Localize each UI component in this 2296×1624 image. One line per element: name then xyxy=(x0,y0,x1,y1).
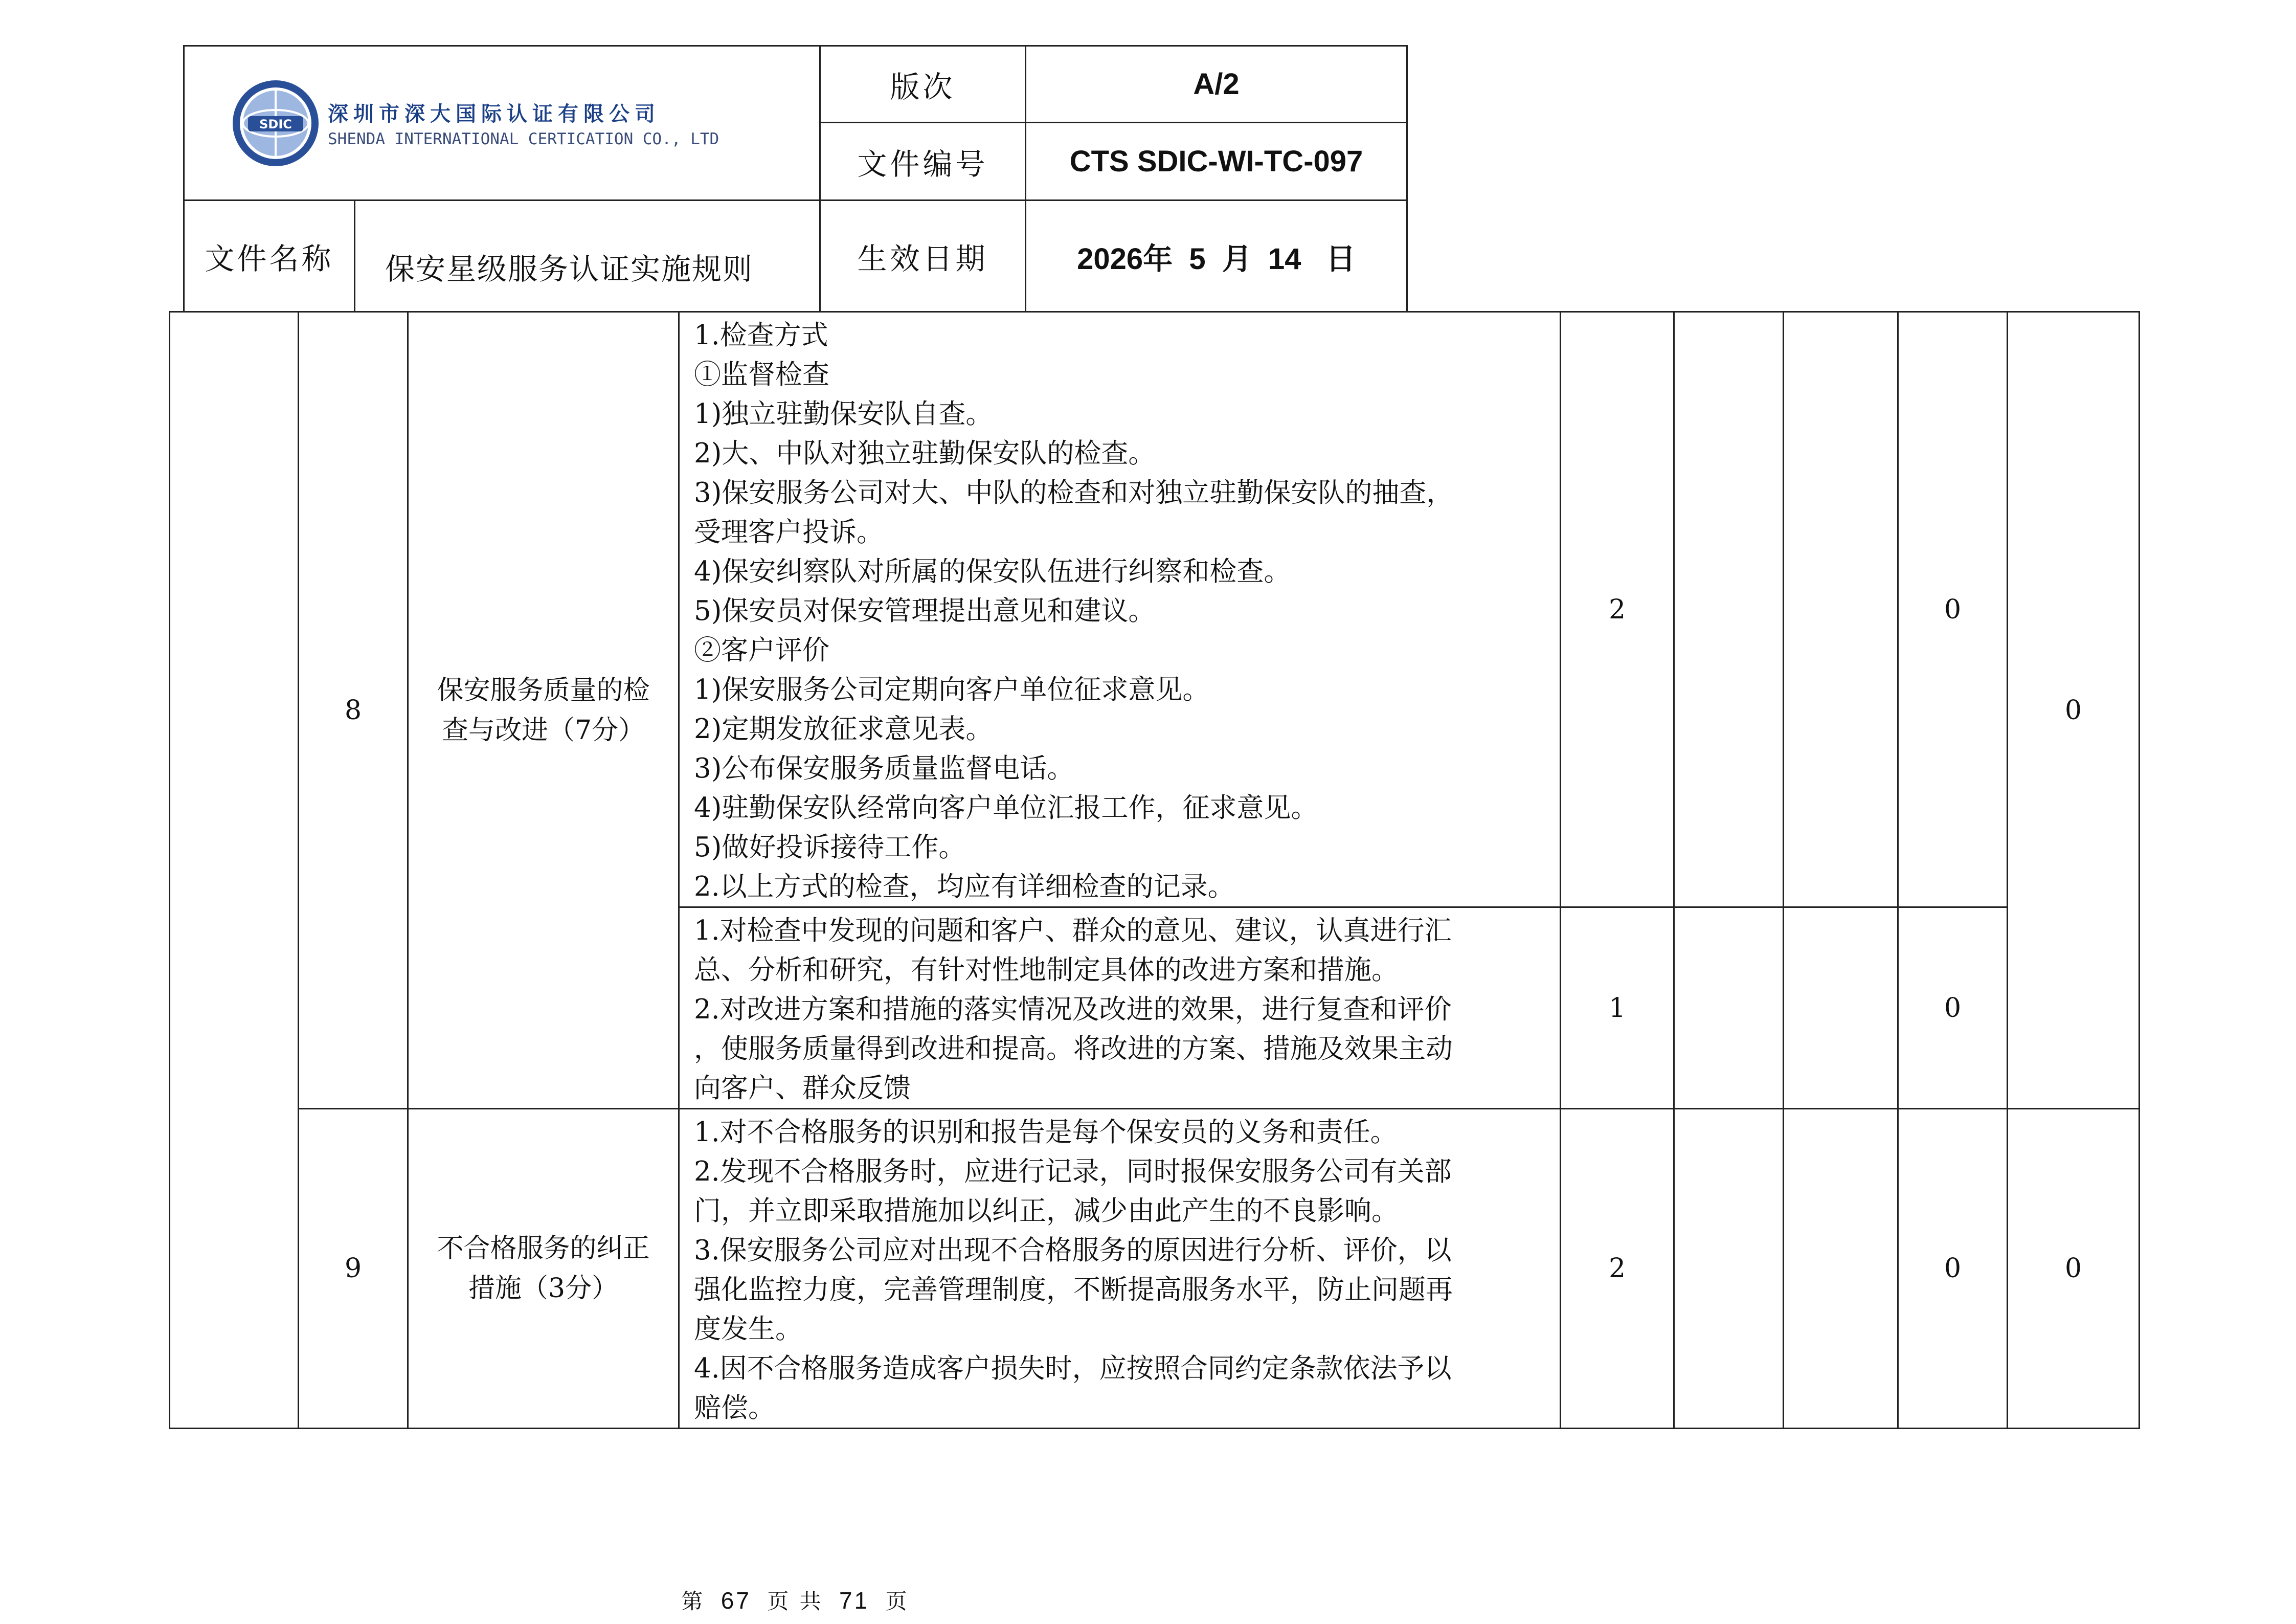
company-name-en: SHENDA INTERNATIONAL CERTICATION CO., LTD xyxy=(328,130,719,148)
page-number: 67 xyxy=(721,1587,751,1614)
category-cell xyxy=(170,312,299,1429)
evaluation-table xyxy=(169,311,2140,1429)
company-logo-cell xyxy=(184,46,820,201)
empty-cell xyxy=(1784,907,1898,1109)
item-number: 8 xyxy=(299,312,408,1109)
date-value: 2026年 5 月 14 日 xyxy=(1026,201,1407,312)
item-total-cell: 0 xyxy=(2008,1109,2140,1429)
empty-cell xyxy=(1784,312,1898,907)
empty-cell xyxy=(1674,1109,1784,1429)
item-title: 不合格服务的纠正 措施（3分） xyxy=(408,1109,679,1429)
empty-cell xyxy=(1674,907,1784,1109)
footer-suffix: 页 xyxy=(885,1589,909,1614)
document-header xyxy=(183,45,1408,313)
logo-sdic-text: SDIC xyxy=(259,117,292,131)
table-row xyxy=(170,312,2140,907)
filename-value: 保安星级服务认证实施规则 xyxy=(355,201,820,312)
requirement-text: 1.检查方式 ①监督检查 1)独立驻勤保安队自查。 2)大、中队对独立驻勤保安队的检查。 3)保安服务公司对大、中队的检查和对独立驻勤保安队的抽查， 受理客户投诉。 4)保安纠察队对所属的保安队伍进行纠察和检查。 5)保安员对保安管理提出意见和建议。 ②客户评价 1)保安服务公司定期向客户单位征求意见。 2)定期发放征求意见表。 3)公布保安服务质量监督电话。 4)驻勤保安队经常向客户单位汇报工作，征求意见。 5)做好投诉接待工作。 2.以上方式的检查，均应有详细检查的记录。 xyxy=(679,312,1561,907)
result-cell: 0 xyxy=(1898,907,2008,1109)
footer-middle: 页 共 xyxy=(767,1589,823,1614)
result-cell: 0 xyxy=(1898,312,2008,907)
score-cell: 2 xyxy=(1561,312,1674,907)
result-cell: 0 xyxy=(1898,1109,2008,1429)
page-total: 71 xyxy=(839,1587,870,1614)
company-seal-icon xyxy=(231,78,321,168)
version-label: 版次 xyxy=(820,46,1026,123)
company-name-cn: 深圳市深大国际认证有限公司 xyxy=(328,102,660,126)
filename-label: 文件名称 xyxy=(184,201,355,312)
item-number: 9 xyxy=(299,1109,408,1429)
requirement-text: 1.对检查中发现的问题和客户、群众的意见、建议，认真进行汇 总、分析和研究，有针对性地制定具体的改进方案和措施。 2.对改进方案和措施的落实情况及改进的效果，进行复查和评价 ，使服务质量得到改进和提高。将改进的方案、措施及效果主动 向客户、群众反馈 xyxy=(679,907,1561,1109)
page-footer xyxy=(0,1585,1590,1615)
item-total-cell: 0 xyxy=(2008,312,2140,1109)
table-row xyxy=(170,1109,2140,1429)
empty-cell xyxy=(1784,1109,1898,1429)
docno-value: CTS SDIC-WI-TC-097 xyxy=(1026,123,1407,201)
date-label: 生效日期 xyxy=(820,201,1026,312)
score-cell: 1 xyxy=(1561,907,1674,1109)
version-value: A/2 xyxy=(1026,46,1407,123)
docno-label: 文件编号 xyxy=(820,123,1026,201)
score-cell: 2 xyxy=(1561,1109,1674,1429)
empty-cell xyxy=(1674,312,1784,907)
footer-prefix: 第 xyxy=(681,1589,705,1614)
item-title: 保安服务质量的检 查与改进（7分） xyxy=(408,312,679,1109)
requirement-text: 1.对不合格服务的识别和报告是每个保安员的义务和责任。 2.发现不合格服务时，应进行记录，同时报保安服务公司有关部 门，并立即采取措施加以纠正，减少由此产生的不良影响。 3.保安服务公司应对出现不合格服务的原因进行分析、评价，以 强化监控力度，完善管理制度，不断提高服务水平，防止问题再 度发生。 4.因不合格服务造成客户损失时，应按照合同约定条款依法予以 赔偿。 xyxy=(679,1109,1561,1429)
